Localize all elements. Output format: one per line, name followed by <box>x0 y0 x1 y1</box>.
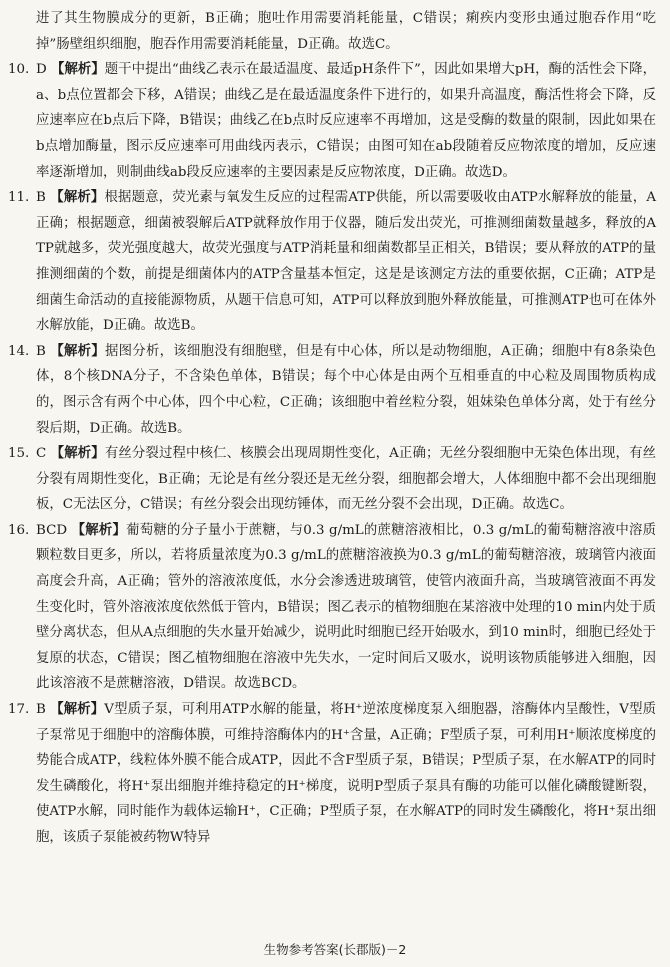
answer-key: BCD <box>36 522 68 538</box>
question-number: 11. <box>8 190 30 206</box>
question-number: 16. <box>8 522 30 538</box>
page-footer: 生物参考答案(长郡版)－2 <box>263 942 407 957</box>
answer-item-10 <box>8 57 656 185</box>
answer-item-16 <box>8 518 656 697</box>
analysis-tag: 【解析】 <box>71 521 127 538</box>
question-number: 17. <box>8 702 30 718</box>
question-number: 14. <box>8 343 30 359</box>
answer-key: C <box>36 446 47 462</box>
continuation-text: 进了其生物膜成分的更新，B正确；胞吐作用需要消耗能量，C错误；痢疾内变形虫通过胞吞作用“吃掉”肠壁组织细胞，胞吞作用需要消耗能量，D正确。故选C。 <box>36 11 656 52</box>
answer-key: B <box>36 702 46 718</box>
question-number: 10. <box>8 62 30 78</box>
analysis-text: 根据题意，荧光素与氧发生反应的过程需ATP供能，所以需要吸收由ATP水解释放的能量，A正确；根据题意，细菌被裂解后ATP就释放作用于仪器，随后发出荧光，可推测细菌数量越多，释放的ATP就越多，荧光强度越大，故荧光强度与ATP消耗量和细菌数都呈正相关，B错误；要从释放的ATP的量推测细菌的个数，前提是细菌体内的ATP含量基本恒定，这是是该测定方法的重要依据，C正确；ATP是细菌生命活动的直接能源物质，从题干信息可知，ATP可以释放到胞外释放能量，可推测ATP也可在体外水解放能，D正确。故选B。 <box>36 190 656 334</box>
answer-key: D <box>36 62 47 78</box>
answer-key: B <box>36 343 46 359</box>
answer-item-15 <box>8 441 656 518</box>
answer-item-11 <box>8 185 656 339</box>
analysis-text: 葡萄糖的分子量小于蔗糖，与0.3 g/mL的蔗糖溶液相比，0.3 g/mL的葡萄糖溶液中溶质颗粒数目更多，所以，若将质量浓度为0.3 g/mL的蔗糖溶液换为0.3 g/mL的葡萄糖溶液，玻璃管内液面高度会升高，A正确；管外的溶液浓度低，水分会渗透进玻璃管，使管内液面升高，当玻璃管液面不再发生变化时，管外溶液浓度依然低于管内，B错误；图乙表示的植物细胞在某溶液中处理的10 min内处于质壁分离状态，但从A点细胞的失水量开始减少，说明此时细胞已经开始吸水，到10 min时，细胞已经处于复原的状态，C错误；图乙植物细胞在溶液中先失水，一定时间后又吸水，说明该物质能够进入细胞，因此该溶液不是蔗糖溶液，D错误。故选BCD。 <box>36 522 657 692</box>
analysis-tag: 【解析】 <box>51 61 105 78</box>
answer-item-17 <box>8 697 656 851</box>
analysis-text: 有丝分裂过程中核仁、核膜会出现周期性变化，A正确；无丝分裂细胞中无染色体出现，有丝分裂有周期性变化，B正确；无论是有丝分裂还是无丝分裂，细胞都会增大，人体细胞中都不会出现细胞板，C无法区分，C错误；有丝分裂会出现纺锤体，而无丝分裂不会出现，D正确。故选C。 <box>36 446 656 513</box>
analysis-tag: 【解析】 <box>50 445 105 462</box>
answer-item-14 <box>8 339 656 441</box>
question-number: 15. <box>8 446 30 462</box>
answer-key: B <box>36 190 46 206</box>
analysis-tag: 【解析】 <box>50 342 105 359</box>
analysis-tag: 【解析】 <box>50 701 105 718</box>
analysis-text: 题干中提出“曲线乙表示在最适温度、最适pH条件下”，因此如果增大pH，酶的活性会下降，a、b点位置都会下移，A错误；曲线乙是在最适温度条件下进行的，如果升高温度，酶活性将会下降，反应速率应在b点后下降，B错误；曲线乙在b点时反应速率不再增加，这是受酶的数量的限制，因此如果在b点增加酶量，图示反应速率可用曲线丙表示，C错误；由图可知在ab段随着反应物浓度的增加，反应速率逐渐增加，则制曲线ab段反应速率的主要因素是反应物浓度，D正确。故选D。 <box>36 62 657 180</box>
analysis-text: V型质子泵，可利用ATP水解的能量，将H⁺逆浓度梯度泵入细胞器，溶酶体内呈酸性，V型质子泵常见于细胞中的溶酶体膜，可维持溶酶体内的H⁺含量，A正确；F型质子泵，可利用H⁺顺浓度梯度的势能合成ATP，线粒体外膜不能合成ATP，因此不含F型质子泵，B错误；P型质子泵，在水解ATP的同时发生磷酸化，将H⁺泵出细胞并维持稳定的H⁺梯度，说明P型质子泵具有酶的功能可以催化磷酸键断裂，使ATP水解，同时能作为载体运输H⁺，C正确；P型质子泵，在水解ATP的同时发生磷酸化，将H⁺泵出细胞，该质子泵能被药物W特异 <box>36 702 657 845</box>
answer-continuation <box>8 6 656 57</box>
analysis-tag: 【解析】 <box>50 189 105 206</box>
analysis-text: 据图分析，该细胞没有细胞壁，但是有中心体，所以是动物细胞，A正确；细胞中有8条染色体，8个核DNA分子，不含染色单体，B错误；每个中心体是由两个互相垂直的中心粒及周围物质构成的，图示含有两个中心体，四个中心粒，C正确；该细胞中着丝粒分裂，姐妹染色单体分离，处于有丝分裂后期，D正确。故选B。 <box>36 343 657 436</box>
